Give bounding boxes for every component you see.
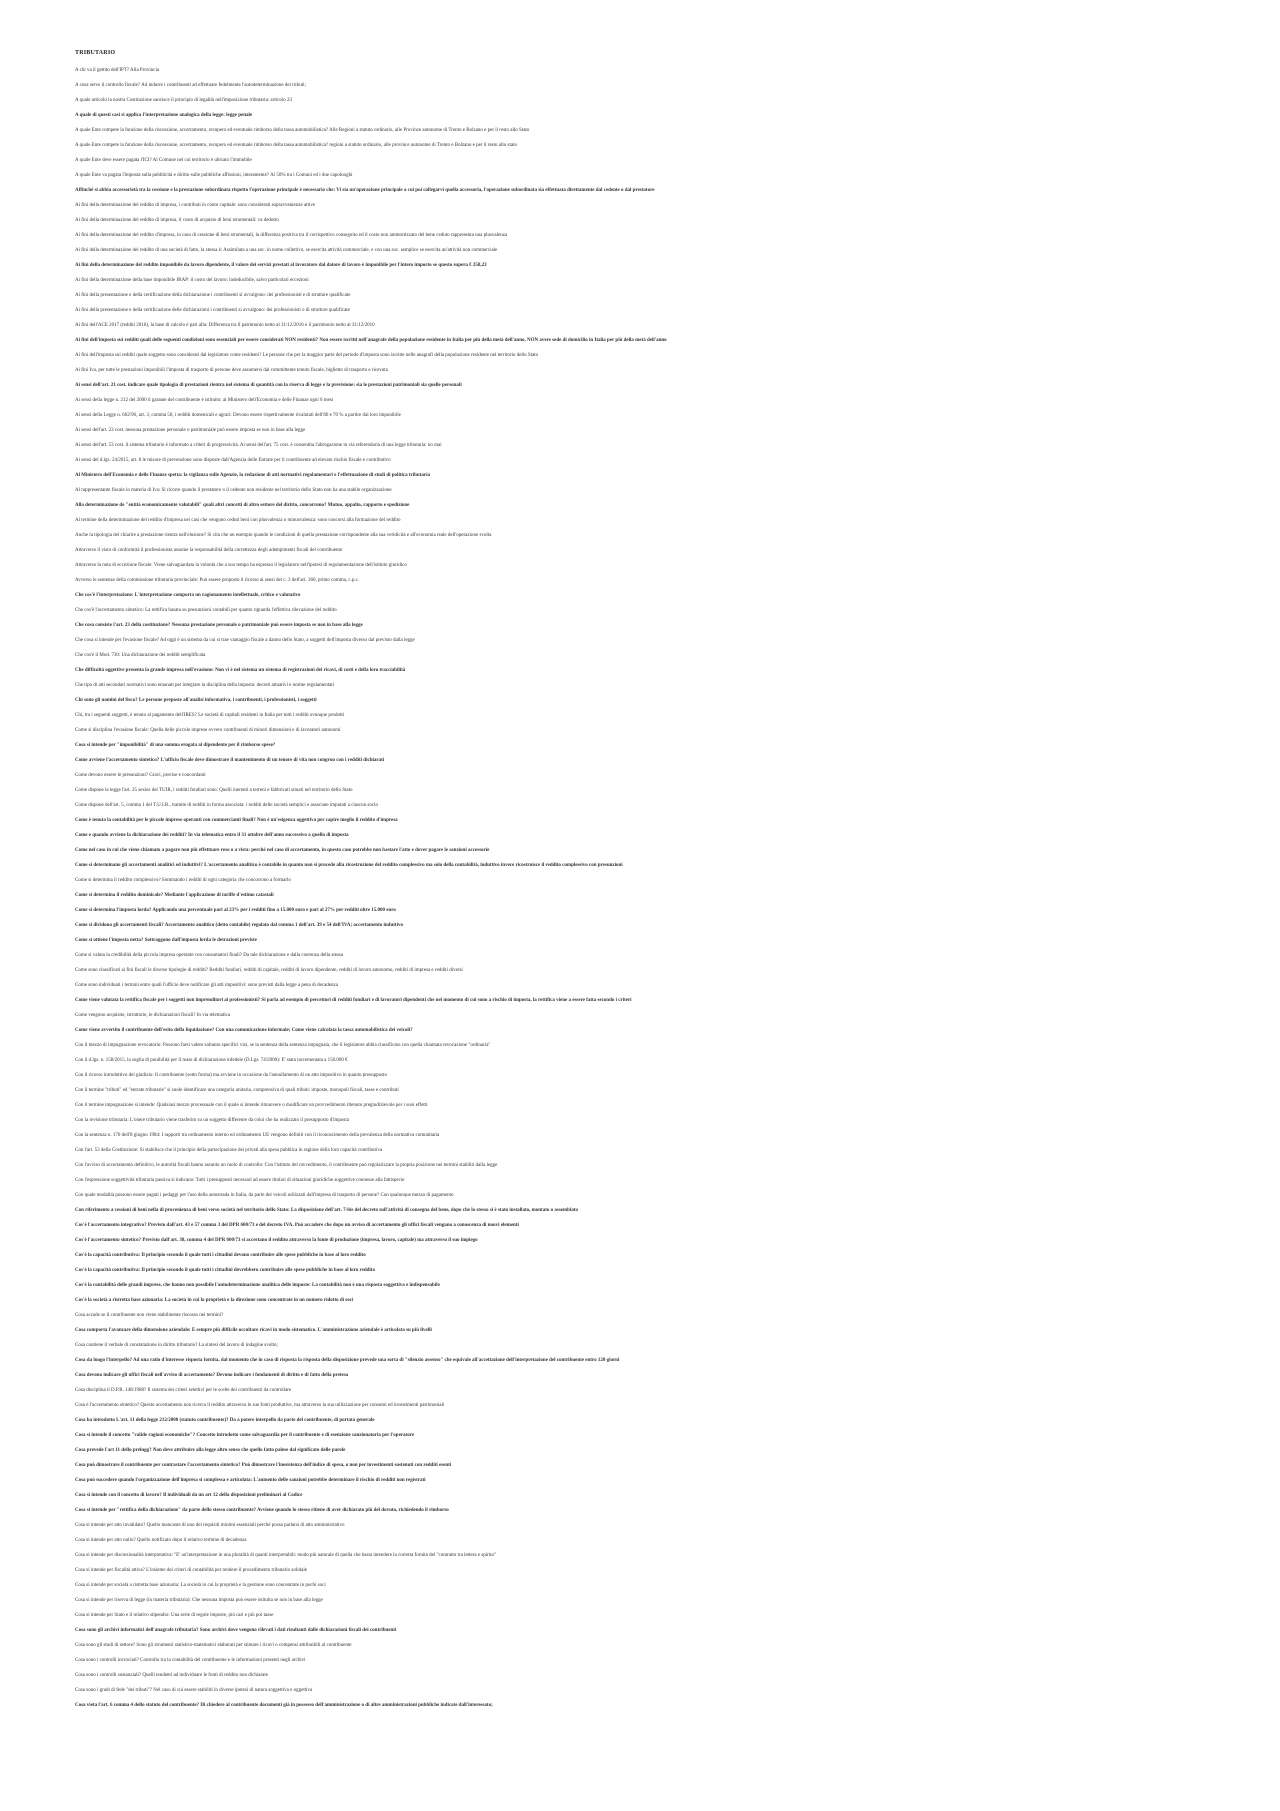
qa-line: Che cosa si intende per l'evasione fiscale? Ad oggi è un sistema da cui si trae vantaggio fiscale a danno dello Stato, a soggetti dell'imposta diverso dal previsto dalla legge [75, 638, 415, 643]
qa-line: Cosa sono gli archivi informatici dell'anagrafe tributaria? Sono archivi dove vengono rilevati i dati risultanti dalle dichiarazioni fiscali dei contribuenti [75, 1628, 397, 1633]
qa-line: Ai fini della presentazione e della certificazione delle dichiarazioni i contribuenti si avvalgono: dei professionisti o di strutture qualificate [75, 308, 350, 313]
qa-line: Cosa disciplina il D.P.R. 148/1988? Il sistema dei criteri selettivi per le scelte dei contribuenti da controllare [75, 1388, 292, 1393]
document-page [75, 50, 1210, 1717]
qa-line: Come è tenuta la contabilità per le piccole imprese operanti con commercianti finali? Non è un'esigenza oggettiva per capire meglio il reddito d'impresa [75, 818, 398, 823]
qa-line: Cosa si intende per discrezionalità interpretativa: "E' un'interpretazione in una pluralità di quanti interpretabili: modo più naturale di quella che basta intendere la corretta fornita del "contratto tra lettera e spirito" [75, 1553, 497, 1558]
qa-line: Ai fini dell'imposta sui redditi quali delle seguenti condizioni sono essenziali per essere considerati NON residenti? Non essere iscritti nell'anagrafe della popolazione residente in Italia per più della metà dell'anno, NON avere sede di domicilio in Italia per più della metà dell'anno [75, 338, 667, 343]
qa-line: Con il ricorso introduttivo del giudizio: Il contribuente (sotto forma) ma avviene in occasione da l'annullamento di un atto impositivo in quanto presupposto [75, 1073, 387, 1078]
qa-line: Con il termine "tributi" ed "entrate tributarie" si suole identificare una categoria unitaria, comprensiva di quali tributi: imposte, monopoli fiscali, tasse e contributi [75, 1088, 399, 1093]
qa-line: Come viene valutata la rettifica fiscale per i soggetti non imprenditori ai professionisti? Si parla ad esempio di percettori di redditi fondiari e di lavoratori dipendenti che nel momento di cui sono a rischio di imposta, la rettifica viene a essere fatta secondo i criteri [75, 998, 632, 1003]
qa-line: Cosa si intende per atto invalidato? Quello mancante di uno dei requisiti minimi essenziali perché possa parlarsi di atto amministrativo [75, 1523, 345, 1528]
qa-line: Cosa sono i controlli incrociati? Controllo tra la contabilità del contribuente e le informazioni presenti negli archivi [75, 1658, 306, 1663]
qa-line: Cosa prevede l'art 11 dello prelugg? Non deve attribuire alla legge altro senso che quello fatto palese dal significato delle parole [75, 1448, 346, 1453]
qa-line: Come nel caso in cui che viene chiamato a pagare non più effettuare reso o a vista: perché nel caso di accertamento, in questo caso potrebbe non bastare l'atto e dover pagare le sanzioni accessorie [75, 848, 490, 853]
qa-line: Attraverso il visto di conformità il professionista assume la responsabilità della correttezza degli adempimenti fiscali del contribuente [75, 548, 343, 553]
qa-line: Attraverso la nota di eccezione fiscale: Viene salvaguardata la volontà che a suo tempo ha espresso il legislatore nell'ipotesi di regolamentazione dell'istituto giuridico [75, 563, 407, 568]
qa-line: Cosa sono gli studi di settore? Sono gli strumenti statistico-matematici elaborati per stimare i ricavi o compensi attribuibili al contribuente [75, 1643, 352, 1648]
qa-line: Cos'è la capacità contributiva: Il principio secondo il quale tutti i cittadini dovrebbero contribuire alle spese pubbliche in base al loro reddito [75, 1268, 375, 1273]
qa-line: Che cos'è l'interpretazione: L'interpretazione comporta un ragionamento intellettuale, critico e valutativo [75, 593, 301, 598]
qa-line: Cosa si intende per "rettifica della dichiarazione" da parte dello stesso contribuente? Avviene quando lo stesso ritiene di aver dichiarato più del dovuto, richiedendo il rimborso [75, 1508, 449, 1513]
qa-line: A quale Ente compete la funzione della riscossione, accertamento, recupero ed eventuale rimborso della tassa automobilistica? regioni a statuto ordinario, alle province autonome di Trento e Bolzano e per il resto allo stato [75, 143, 517, 148]
qa-line: Ai fini della determinazione del reddito imponibile da lavoro dipendente, il valore dei servizi prestati al lavoratore dal datore di lavoro è imponibile per l'intero importo se questo supera € 258,23 [75, 263, 487, 268]
qa-line: Ai fini della determinazione del reddito di impresa, i contributi in conto capitale: sono considerati sopravvenienze attive [75, 203, 316, 208]
qa-line: A quale Ente va pagata l'imposta sulla pubblicità e diritto sulle pubbliche affissioni, interamente? Al 50% tra i Comuni ed i due capoluoghi [75, 173, 353, 178]
qa-line: Cosa si intende per atto nullo? Quello notificato dopo il relativo termine di decadenza [75, 1538, 247, 1543]
qa-line: A quale articolo la nostra Costituzione sancisce il principio di legalità nell'imposizione tributaria: articolo 23 [75, 98, 292, 103]
qa-line: Avverso le sentenze della commissione tributaria provinciale: Può essere proposto il ricorso ai sensi del c. 3 dell'art. 360, primo comma, c.p.c. [75, 578, 360, 583]
qa-line: Che cos'è il Mod. 730: Una dichiarazione dei redditi semplificata [75, 653, 206, 658]
qa-line: Come avviene l'accertamento sintetico? L'ufficio fiscale deve dimostrare il mantenimento di un tenore di vita non congruo con i redditi dichiarati [75, 758, 385, 763]
qa-line: Affinché si abbia accessorietà tra la cessione e la prestazione subordinata rispetto l'operazione principale è necessario che: Vi sia un'operazione principale a cui poi collegarvi quella accessoria, l'operazione subordinata sia effettuata direttamente dal cedente o dal prestatore [75, 188, 655, 193]
qa-line: A quale Ente deve essere pagata l'ICI? Al Comune nel cui territorio è ubicato l'immobile [75, 158, 252, 163]
qa-line: Cosa contiene il verbale di constatazione in diritto tributario? La sintesi del lavoro di indagine svolto; [75, 1343, 278, 1348]
qa-line: Come si dividono gli accertamenti fiscali? Accertamento analitico (detto contabile) regolato dal comma 1 dell'art. 39 e 54 dell'IVA; accertamento induttivo [75, 923, 403, 928]
qa-line: Cosa accade se il contribuente non viene stabilmente riscosso nei termini? [75, 1313, 224, 1318]
qa-line: Cosa si intende per Stato e il relativo stipendio: Una serie di regole imposte, più cari e più poi tasse [75, 1613, 274, 1618]
qa-line: Cosa sono i controlli sostanziali? Quelli tendenti ad individuare le fonti di reddito non dichiarate [75, 1673, 269, 1678]
qa-line: Cosa comporta l'avanzare della dimensione aziendale: È sempre più difficile occultare ricavi in modo sistematico. L'amministrazione aziendale è articolata su più livelli [75, 1328, 432, 1333]
qa-line: Come si determinano gli accertamenti analitici ed induttivi? L'accertamento analitico è contabile in quanto non si procede alla ricostruzione del reddito complessivo ma solo della contabilità, induttivo invece ricostruisce il reddito complessivo con presunzioni [75, 863, 623, 868]
qa-line: Cosa si intende per riserva di legge (in materia tributaria): Che nessuna imposta può essere istituita se non in base alla legge [75, 1598, 323, 1603]
qa-line: Cosa è l'accertamento sintetico? Questo accertamento non ricerca il reddito attraverso le sue fonti produttive, ma attraverso la sua utilizzazione per consumi ed investimenti patrimoniali [75, 1403, 445, 1408]
qa-line: Al termine della determinazione del reddito d'impresa nei casi che vengono ceduti beni con plusvalenza o minusvalenza: sono concorsi alla formazione del reddito [75, 518, 401, 523]
qa-line: Ai fini della determinazione della base imponibile IRAP: il costo del lavoro: indeducibile, salvo particolari eccezioni [75, 278, 309, 283]
qa-line: Come e quando avviene la dichiarazione dei redditi? In via telematica entro il 31 ottobre dell'anno successivo a quello di imposta [75, 833, 349, 838]
qa-line: A quale di questi casi si applica l'interpretazione analogica della legge: legge penale [75, 113, 253, 118]
qa-line: Chi, tra i seguenti soggetti, è tenuto al pagamento dell'IRES? Le società di capitali residenti in Italia per tutti i redditi ovunque prodotti [75, 713, 345, 718]
qa-line: Alla determinazione de "entità economicamente valutabili" quali altri concetti di altro settore del diritto, concorrono? Mutuo, appalto, rapporto e spedizione [75, 503, 410, 508]
qa-line: Come sono classificati ai fini fiscali le diverse tipologie di redditi? Redditi fondiari, redditi di capitale, redditi di lavoro dipendente, redditi di lavoro autonomo, redditi di impresa e redditi diversi [75, 968, 463, 973]
qa-line: Ai fini dell'imposta sui redditi quale soggetto sono considerati dal legislatore come residenti? Le persone che per la maggior parte del periodo d'imposta sono iscritte nelle anagrafi della popolazione residente nel territorio dello Stato [75, 353, 539, 358]
qa-line: Con quale modalità possono essere pagati i pedaggi per l'uso della autostrada in Italia, da parte dei veicoli utilizzati dall'impresa di trasporto di persone? Con qualunque mezzo di pagamento [75, 1193, 454, 1198]
qa-line: Cosa sono i gradi di fede "dei tributi"? Nel caso di cui essere stabiliti in diverse ipotesi di natura soggettiva e oggettiva [75, 1688, 313, 1693]
qa-line: Come si determina il reddito dominicale? Mediante l'applicazione di tariffe d'estimo catastali [75, 893, 274, 898]
qa-line: Che cos'è l'accertamento sintetico: La rettifica basata su presunzioni contabili per quanto riguarda l'effettiva rilevazione del reddito [75, 608, 337, 613]
qa-line: Cosa si intende con il concetto di lavoro? Il individuali da un art 12 della disposizioni preliminari al Codice [75, 1493, 303, 1498]
qa-line: Cos'è la capacità contributiva: Il principio secondo il quale tutti i cittadini devono contribuire alle spese pubbliche in base al loro reddito [75, 1253, 366, 1258]
qa-line: Come dispone dell'art. 5, comma 1 del T.U.I.R., tramite di redditi in forma associata: i redditi delle società semplici e associate imputati a ciascun socio [75, 803, 378, 808]
qa-line: Cosa da luogo l'interpello? Ad una ratio d'interesse risposta fornita, dal momento che in caso di risposta la risposta della disposizione prevede una sorta di "silenzio assenso" che equivale all'accettazione dell'interpretazione del contribuente entro 120 giorni [75, 1358, 620, 1363]
qa-line: A cosa serve il controllo fiscale? Ad indurre i contribuenti ad effettuare fedelmente l'autodeterminazione dei tributi; [75, 83, 306, 88]
qa-line: Ai sensi del d.lgs. 24/2015, art. 8 le misure di prevenzione sono disposte dall'Agenzia delle Entrate per il contribuente ad elevato rischio fiscale e contributivo [75, 458, 391, 463]
qa-line: Ai fini della determinazione del reddito d'impresa, in caso di cessione di beni strumentali, la differenza positiva tra il corrispettivo conseguito ed il costo non ammortizzato del bene ceduto rappresenta una plusvalenza [75, 233, 508, 238]
qa-line: Ai fini della presentazione e della certificazione della dichiarazione i contribuenti si avvalgono: dei professionisti e di strutture qualificate [75, 293, 351, 298]
qa-line: Con il termine impugnazione si intende: Qualsiasi mezzo processuale con il quale si intende rimuovere o modificare un provvedimento ritenuto pregiudizievole per i suoi effetti [75, 1103, 428, 1108]
qa-line: Come viene avvertito il contribuente dell'esito della liquidazione? Con una comunicazione informale; Come viene calcolata la tassa automobilistica dei veicoli? [75, 1028, 413, 1033]
qa-line: Cosa si intende per "imponibilità" di una somma erogata al dipendente per il rimborso spese? [75, 743, 276, 748]
qa-line: Come sono individuati i termini entro quali l'ufficio deve notificare gli atti impositivi: sono previsti dalla legge a pena di decadenza [75, 983, 338, 988]
qa-line: Cosa vieta l'art. 6 comma 4 dello statuto del contribuente? Di chiedere al contribuente documenti già in possesso dell'amministrazione o di altre amministrazioni pubbliche indicate dall'interessato; [75, 1703, 493, 1708]
qa-line: Cos'è l'accertamento sintetico? Previsto dall'art. 38, comma 4 del DPR 600/73 si accertano il reddito attraverso la fonte di produzione (impresa, lavoro, capitale) ma attraverso il suo impiego [75, 1238, 478, 1243]
document-title: TRIBUTARIO [75, 50, 116, 56]
qa-line: Con l'avviso di accertamento definitivo, le autorità fiscali hanno assunto un ruolo di controllo: Con l'istituto del ravvedimento, il contribuente può regolarizzare la propria posizione nei termini stabiliti dalla legge [75, 1163, 498, 1168]
qa-line: Come si determina l'imposta lorda? Applicando una percentuale pari al 23% per i redditi fino a 15.000 euro e pari al 27% per redditi oltre 15.000 euro [75, 908, 396, 913]
qa-line: Cosa si intende per società a ristretta base azionaria: La società in cui la proprietà e la gestione sono concentrate in pochi soci [75, 1583, 326, 1588]
qa-line: Con la sentenza n. 170 dell'8 giugno 1984: I rapporti tra ordinamento interno ed ordinamento UE vengono definiti con il riconoscimento della prevalenza della normativa comunitaria [75, 1133, 440, 1138]
qa-line: Ai fini della determinazione del reddito di impresa, il costo di acquisto di beni strumentali: va dedotto [75, 218, 279, 223]
qa-line: Ai sensi dell'art. 53 cost. il sistema tributario è informato a criteri di progressività. Ai sensi dell'art. 75 cost. è consentita l'abrogazione in via referendaria di una legge tributaria: no mai [75, 443, 442, 448]
qa-line: Con l'art. 53 della Costituzione: Si stabilisce che il principio della partecipazione dei privati alla spesa pubblica in ragione della loro capacità contributiva [75, 1148, 383, 1153]
qa-line: Cosa si intende il concetto "valide ragioni economiche"? Concetto introdotto come salvaguardia per il contribuente e di esenzione sanzionatoria per l'operatore [75, 1433, 415, 1438]
qa-line: Come si disciplina l'evasione fiscale: Quella delle piccole imprese ovvero contribuenti di minori dimensioni e di lavoratori autonomi [75, 728, 341, 733]
qa-line: Ai sensi della legge n. 212 del 2000 il garante del contribuente è istituito: al Ministero dell'Economia e delle Finanze ogni 6 mesi [75, 398, 334, 403]
qa-line: Chi sono gli uomini del fisco? Le persone preposte all'analisi informativa, i contribuenti, i professionisti, i soggetti [75, 698, 317, 703]
qa-line: Cos'è la società a ristretta base azionaria: La società in cui la proprietà e la direzione sono concentrate in un numero ridotto di soci [75, 1298, 354, 1303]
qa-line: Come si valuta la credibilità della piccola impresa operante con consumatori finali? Da tale dichiarazione e dalla coerenza della stessa [75, 953, 344, 958]
qa-line: Cos'è la contabilità delle grandi imprese, che hanno non possibile l'autodeterminazione analitica delle imposte: La contabilità non è una risposta soggettiva e indispensabile [75, 1283, 440, 1288]
qa-line: Al Ministero dell'Economia e delle Finanze spetta: la vigilanza sulle Agenzie, la redazione di atti normativi regolamentari e l'effettuazione di studi di politica tributaria [75, 473, 430, 478]
qa-line: Con il mezzo di impugnazione revocatorio: Possono farsi valere soltanto specifici vizi, se la sentenza della sentenza impugnata, che il legislatore abbia classificato con quella chiamata revocazione "ordinaria" [75, 1043, 491, 1048]
qa-line: Con l'espressione soggettività tributaria passiva si indicano: Tutti i presupposti necessari ad essere titolari di situazioni giuridiche soggettive connesse alla fattispecie [75, 1178, 405, 1183]
qa-line: Come devono essere le presunzioni? Gravi, precise e concordanti [75, 773, 206, 778]
qa-line: Che difficoltà oggettive presenta la grande impresa nell'evasione: Non vi è nel sistema un sistema di registrazioni dei ricavi, di costi e della loro tracciabilità [75, 668, 406, 673]
qa-line: Che tipo di atti secondari normativi sono emanati per integrare la disciplina della imposta: decreti attuativi e norme regolamentari [75, 683, 335, 688]
qa-line: A chi va il gettito dell'IPT? Alla Provincia [75, 68, 160, 73]
qa-line: Cos'è l'accertamento integrativo? Previsto dall'art. 43 e 57 comma 3 del DPR 600/73 e del decreto IVA. Può accadere che dopo un avviso di accertamento gli uffici fiscali vengano a conoscenza di nuovi elementi [75, 1223, 519, 1228]
qa-line: Come si ottiene l'imposta netta? Sottraggono dall'imposta lorda le detrazioni previste [75, 938, 257, 943]
qa-line: A quale Ente compete la funzione della riscossione, accertamento, recupero ed eventuale rimborso della tassa automobilistica? Alle Regioni a statuto ordinario, alle Province autonome di Trento e Bolzano e per il resto allo Stato [75, 128, 530, 133]
qa-line: Come dispone la legge l'art. 25 sexies del TUIR, i redditi fondiari sono: Quelli inerenti a terreni e fabbricati situati nel territorio dello Stato [75, 788, 353, 793]
qa-line: Ai fini dell'ACE 2017 (redditi 2016), la base di calcolo è pari alla: Differenza tra il patrimonio netto al 31/12/2016 e il patrimonio netto al 31/12/2010 [75, 323, 375, 328]
qa-line: Cosa può dimostrare il contribuente per contrastare l'accertamento sintetico? Può dimostrare l'inesistenza dell'indice di spesa, o non per investimenti sostenuti con redditi esenti [75, 1463, 452, 1468]
qa-line: Come si determina il reddito complessivo? Sommando i redditi di ogni categoria che concorrono a formarlo [75, 878, 291, 883]
qa-line: Ai fini Iva, per tutte le prestazioni imponibili l'imposta di trasporto di persone deve assumersi dal committente tenuto fiscale, biglietto di trasporto e ricevuta [75, 368, 388, 373]
qa-line: Anche la tipologia del chiarire a prestazione rientra nell'elusione? Si cita che un esempio quando le condizioni di quella prestazione corrispondente alla sua veridicità e all'economia reale dell'operazione svolta [75, 533, 492, 538]
qa-line: Ai fini della determinazione del reddito di una società di fatto, la stessa è: Assimilata a una soc. in nome collettivo, se esercita attività commerciale, e con una soc. semplice se esercita un'attività non commerciale [75, 248, 498, 253]
qa-line: Come vengono acquisite, istruttorie, le dichiarazioni fiscali? In via telematica [75, 1013, 231, 1018]
qa-line: Cosa si intende per fiscalità attiva? L'insieme dei criteri di contabilità per rendere il procedimento tributario solidale [75, 1568, 307, 1573]
qa-line: Al rappresentante fiscale in materia di Iva: Si ricorre quando il prestatore o il cedente non residente nel territorio dello Stato non ha una stabile organizzazione [75, 488, 392, 493]
qa-line: Con il d.lgs. n. 158/2015, la soglia di punibilità per il reato di dichiarazione infedele (D.Lgs. 74/2000): E' stata incrementata a 150.000 € [75, 1058, 348, 1063]
qa-line: Con riferimento a cessioni di beni nella di provenienza di beni verso società nel territorio dello Stato: La disposizione dell'art. 7-bis del decreto sull'attività di consegna del bene, dopo che lo stesso si è stato installato, montato o assemblato [75, 1208, 578, 1213]
qa-line: Ai sensi della Legge n. 662/96, art. 3, comma 50, i redditi domenicali e agrari: Devono essere rispettivamente rivalutati dell'80 e 70 % a partire dal loro imponibile [75, 413, 401, 418]
qa-line: Che cosa consiste l'art. 23 della costituzione? Nessuna prestazione personale o patrimoniale può essere imposta se non in base alla legge [75, 623, 363, 628]
qa-line: Cosa ha introdotto L'art. 11 della legge 212/2000 (statuto contribuente)? Da a potere interpello da parte del contribuente, di portata generale [75, 1418, 375, 1423]
qa-line: Ai sensi dell'art. 23 cost. nessuna prestazione personale o patrimoniale può essere imposta se non in base alla legge [75, 428, 306, 433]
question-answer-list [75, 67, 1210, 1709]
qa-line: Con la revisione tributaria: L'onere tributario viene trasferito su un soggetto differente da colui che ha realizzato il presupposto d'imposta [75, 1118, 349, 1123]
qa-line: Ai sensi dell'art. 21 cost. indicare quale tipologia di prestazioni rientra nel sistema di quantità con la riserva di legge e la previsione: sia le prestazioni patrimoniali sia quelle personali [75, 383, 462, 388]
qa-line: Cosa devono indicare gli uffici fiscali nell'avviso di accertamento? Devono indicare i fondamenti di diritto e di fatto della pretesa [75, 1373, 349, 1378]
qa-line: Cosa può succedere quando l'organizzazione dell'impresa si complessa e articolata: L'aumento delle sanzioni potrebbe determinare il rischio di redditi non registrati [75, 1478, 426, 1483]
